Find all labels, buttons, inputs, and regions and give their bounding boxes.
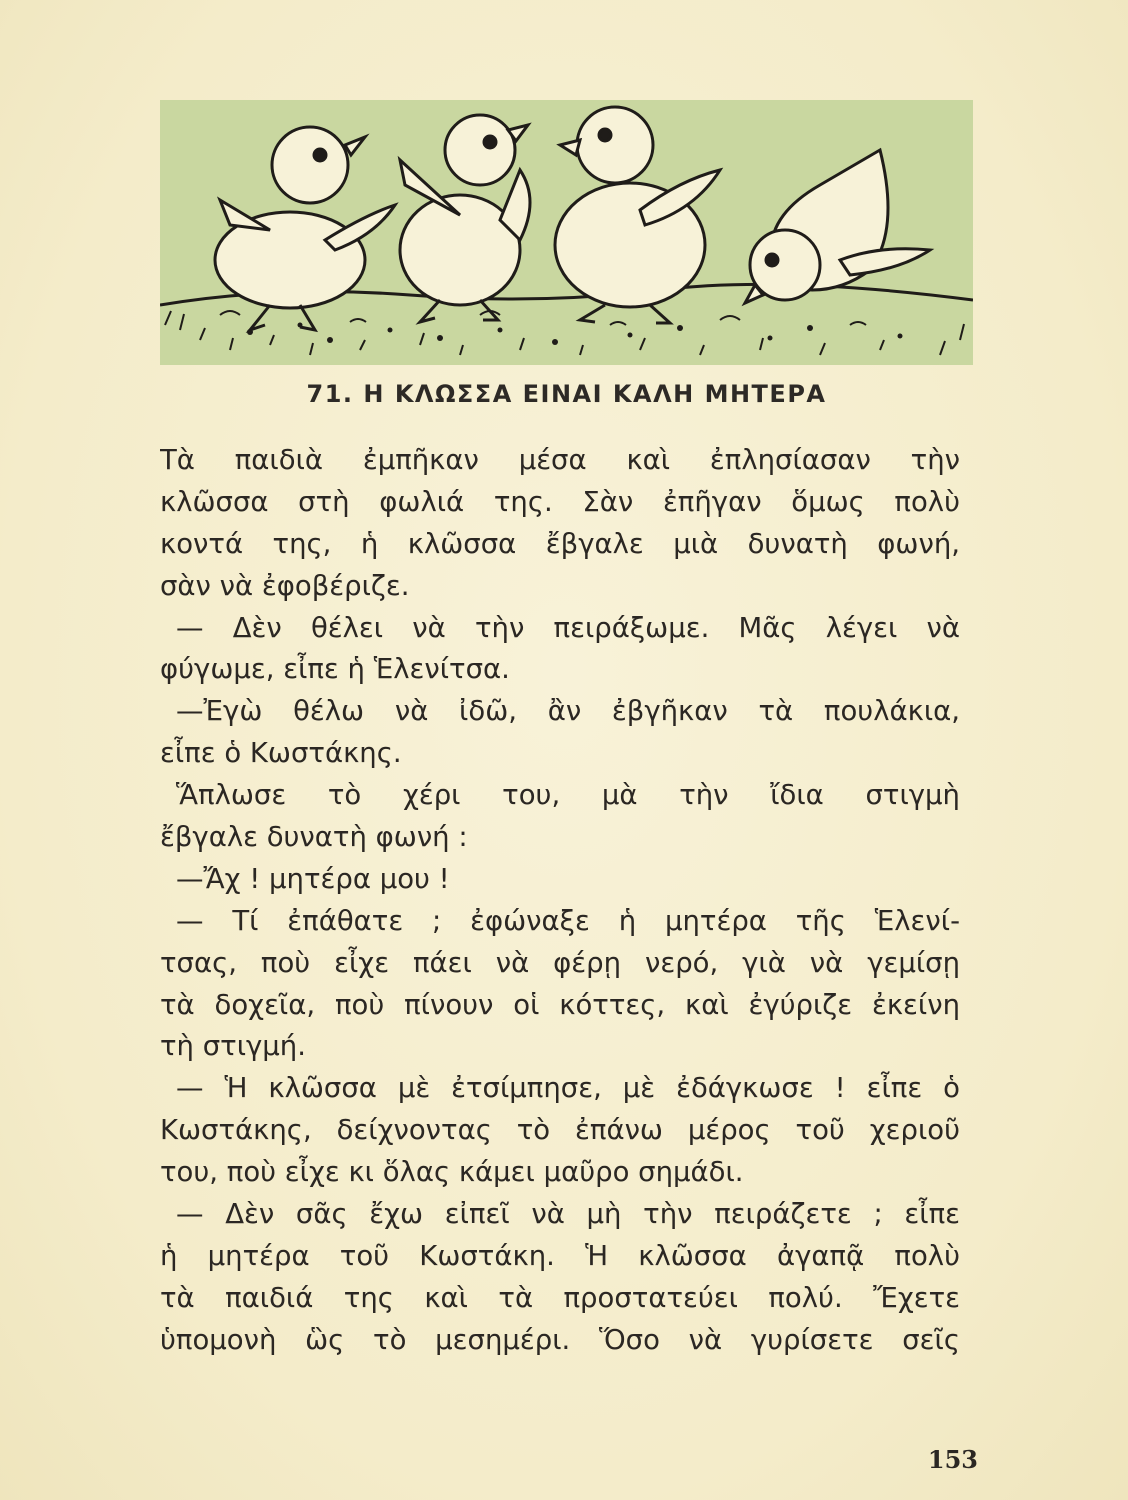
chicks-illustration — [160, 100, 973, 365]
text-line: ἡ μητέρα τοῦ Κωστάκη. Ἡ κλῶσσα ἀγαπᾷ πολὺ — [160, 1239, 960, 1272]
text-line: ὑπομονὴ ὣς τὸ μεσημέρι. Ὅσο νὰ γυρίσετε σεῖς — [160, 1323, 960, 1356]
text-line: Κωστάκης, δείχνοντας τὸ ἐπάνω μέρος τοῦ χεριοῦ — [160, 1114, 960, 1147]
text-line: του, ποὺ εἶχε κι ὅλας κάμει μαῦρο σημάδι. — [160, 1156, 744, 1189]
body-text — [160, 440, 960, 1362]
text-line: τὰ δοχεῖα, ποὺ πίνουν οἱ κόττες, καὶ ἐγύριζε ἐκείνη — [160, 988, 960, 1021]
text-line: —Ἐγὼ θέλω νὰ ἰδῶ, ἂν ἐβγῆκαν τὰ πουλάκια, — [176, 695, 960, 728]
text-line: ἔβγαλε δυνατὴ φωνή : — [160, 821, 468, 854]
text-line: — Τί ἐπάθατε ; ἐφώναξε ἡ μητέρα τῆς Ἑλενί- — [176, 904, 960, 937]
text-line: τὴ στιγμή. — [160, 1030, 306, 1063]
text-line: τσας, ποὺ εἶχε πάει νὰ φέρῃ νερό, γιὰ νὰ γεμίσῃ — [160, 946, 960, 979]
text-line: σὰν νὰ ἐφοβέριζε. — [160, 569, 410, 602]
text-line: κοντά της, ἡ κλῶσσα ἔβγαλε μιὰ δυνατὴ φωνή, — [160, 527, 960, 560]
text-line: — Δὲν θέλει νὰ τὴν πειράξωμε. Μᾶς λέγει νὰ — [176, 611, 960, 644]
text-line: τὰ παιδιά της καὶ τὰ προστατεύει πολύ. Ἔχετε — [160, 1281, 960, 1314]
text-line: εἶπε ὁ Κωστάκης. — [160, 737, 402, 770]
chicks-drawing — [160, 100, 973, 365]
text-line: — Δὲν σᾶς ἔχω εἰπεῖ νὰ μὴ τὴν πειράζετε ; εἶπε — [176, 1198, 960, 1231]
page-number: 153 — [927, 1445, 978, 1474]
text-line: —Ἄχ ! μητέρα μου ! — [176, 862, 450, 895]
text-line: Τὰ παιδιὰ ἐμπῆκαν μέσα καὶ ἐπλησίασαν τὴν — [160, 444, 960, 476]
chapter-title: 71. Η ΚΛΩΣΣΑ ΕΙΝΑΙ ΚΑΛΗ ΜΗΤΕΡΑ — [306, 380, 827, 408]
text-line: — Ἡ κλῶσσα μὲ ἐτσίμπησε, μὲ ἐδάγκωσε ! εἶπε ὁ — [176, 1072, 960, 1105]
text-line: Ἅπλωσε τὸ χέρι του, μὰ τὴν ἴδια στιγμὴ — [176, 779, 960, 812]
text-line: φύγωμε, εἶπε ἡ Ἑλενίτσα. — [160, 653, 510, 686]
text-line: κλῶσσα στὴ φωλιά της. Σὰν ἐπῆγαν ὅμως πολὺ — [160, 485, 960, 518]
